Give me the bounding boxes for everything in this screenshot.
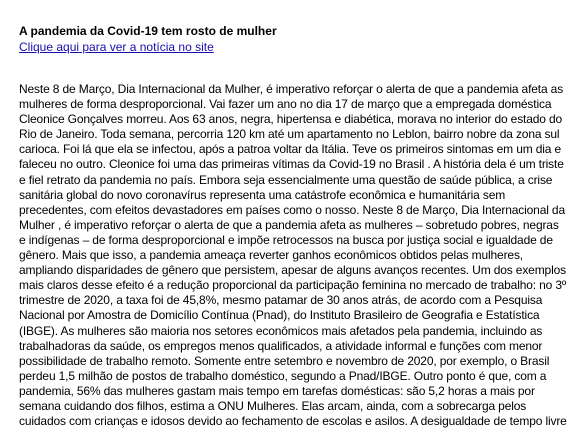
article-title: A pandemia da Covid-19 tem rosto de mulher — [19, 24, 277, 38]
body-text-line: gênero. Mais que isso, a pandemia ameaça reverter ganhos econômicos obtidos pelas mulheres, — [19, 248, 523, 263]
body-text-line: carioca. Foi lá que ela se infectou, após a patroa voltar da Itália. Teve os primeiros sintomas em um dia e — [19, 142, 562, 157]
article-body — [19, 82, 571, 429]
body-text-line: ampliando disparidades de gênero que persistem, apesar de alguns avanços recentes. Um dos exemplos — [19, 263, 566, 278]
body-text-line: faleceu no outro. Cleonice foi uma das primeiras vítimas da Covid-19 no Brasil . A história dela é um triste — [19, 157, 564, 172]
body-text-line: cuidados com crianças e idosos devido ao fechamento de escolas e asilos. A desigualdade de tempo livre — [19, 414, 567, 429]
body-text-line: trabalhadoras da saúde, os empregos menos qualificados, a atividade informal e funções com menor — [19, 338, 543, 353]
body-text-line: trimestre de 2020, a taxa foi de 45,8%, mesmo patamar de 30 anos atrás, de acordo com a Pesquisa — [19, 293, 543, 308]
body-text-line: e fiel retrato da pandemia no país. Embora seja essencialmente uma questão de saúde pública, a crise — [19, 172, 553, 187]
body-text-line: Rio de Janeiro. Toda semana, percorria 120 km até um apartamento no Leblon, bairro nobre da zona sul — [19, 127, 560, 142]
body-text-line: precedentes, com efeitos devastadores em países como o nosso. Neste 8 de Março, Dia Internacional da — [19, 202, 565, 217]
body-text-line: Mulher , é imperativo reforçar o alerta de que a pandemia afeta as mulheres – sobretudo pobres, negras — [19, 217, 559, 232]
body-text-line: mulheres de forma desproporcional. Vai fazer um ano no dia 17 de março que a empregada doméstica — [19, 97, 552, 112]
body-text-line: semana cuidando dos filhos, estima a ONU Mulheres. Elas arcam, ainda, com a sobrecarga pelos — [19, 398, 527, 413]
body-text-line: perdeu 1,5 milhão de postos de trabalho doméstico, segundo a Pnad/IBGE. Outro ponto é que, com a — [19, 368, 547, 383]
body-text-line: Neste 8 de Março, Dia Internacional da Mulher, é imperativo reforçar o alerta de que a pandemia afeta as — [19, 82, 564, 96]
body-text-line: sanitária global do novo coronavírus representa uma catástrofe econômica e humanitária sem — [19, 187, 506, 202]
body-text-line: possibilidade de trabalho remoto. Somente entre setembro e novembro de 2020, por exemplo, o Brasil — [19, 353, 550, 368]
body-text-line: pandemia, 56% das mulheres gastam mais tempo em tarefas domésticas: são 5,2 horas a mais por — [19, 383, 535, 398]
body-text-line: e indígenas – de forma desproporcional e impõe retrocessos na busca por justiça social e igualdade de — [19, 232, 553, 247]
body-text-line: Nacional por Amostra de Domicílio Contínua (Pnad), do Instituto Brasileiro de Geografia e Estatística — [19, 308, 540, 323]
body-text-line: Cleonice Gonçalves morreu. Aos 63 anos, negra, hipertensa e diabética, morava no interior do estado do — [19, 112, 563, 127]
body-text-line: mais claros desse efeito é a redução proporcional da participação feminina no mercado de trabalho: no 3º — [19, 278, 567, 293]
body-text-line: (IBGE). As mulheres são maioria nos setores econômicos mais afetados pela pandemia, incluindo as — [19, 323, 543, 338]
view-news-link[interactable]: Clique aqui para ver a notícia no site — [19, 40, 214, 54]
